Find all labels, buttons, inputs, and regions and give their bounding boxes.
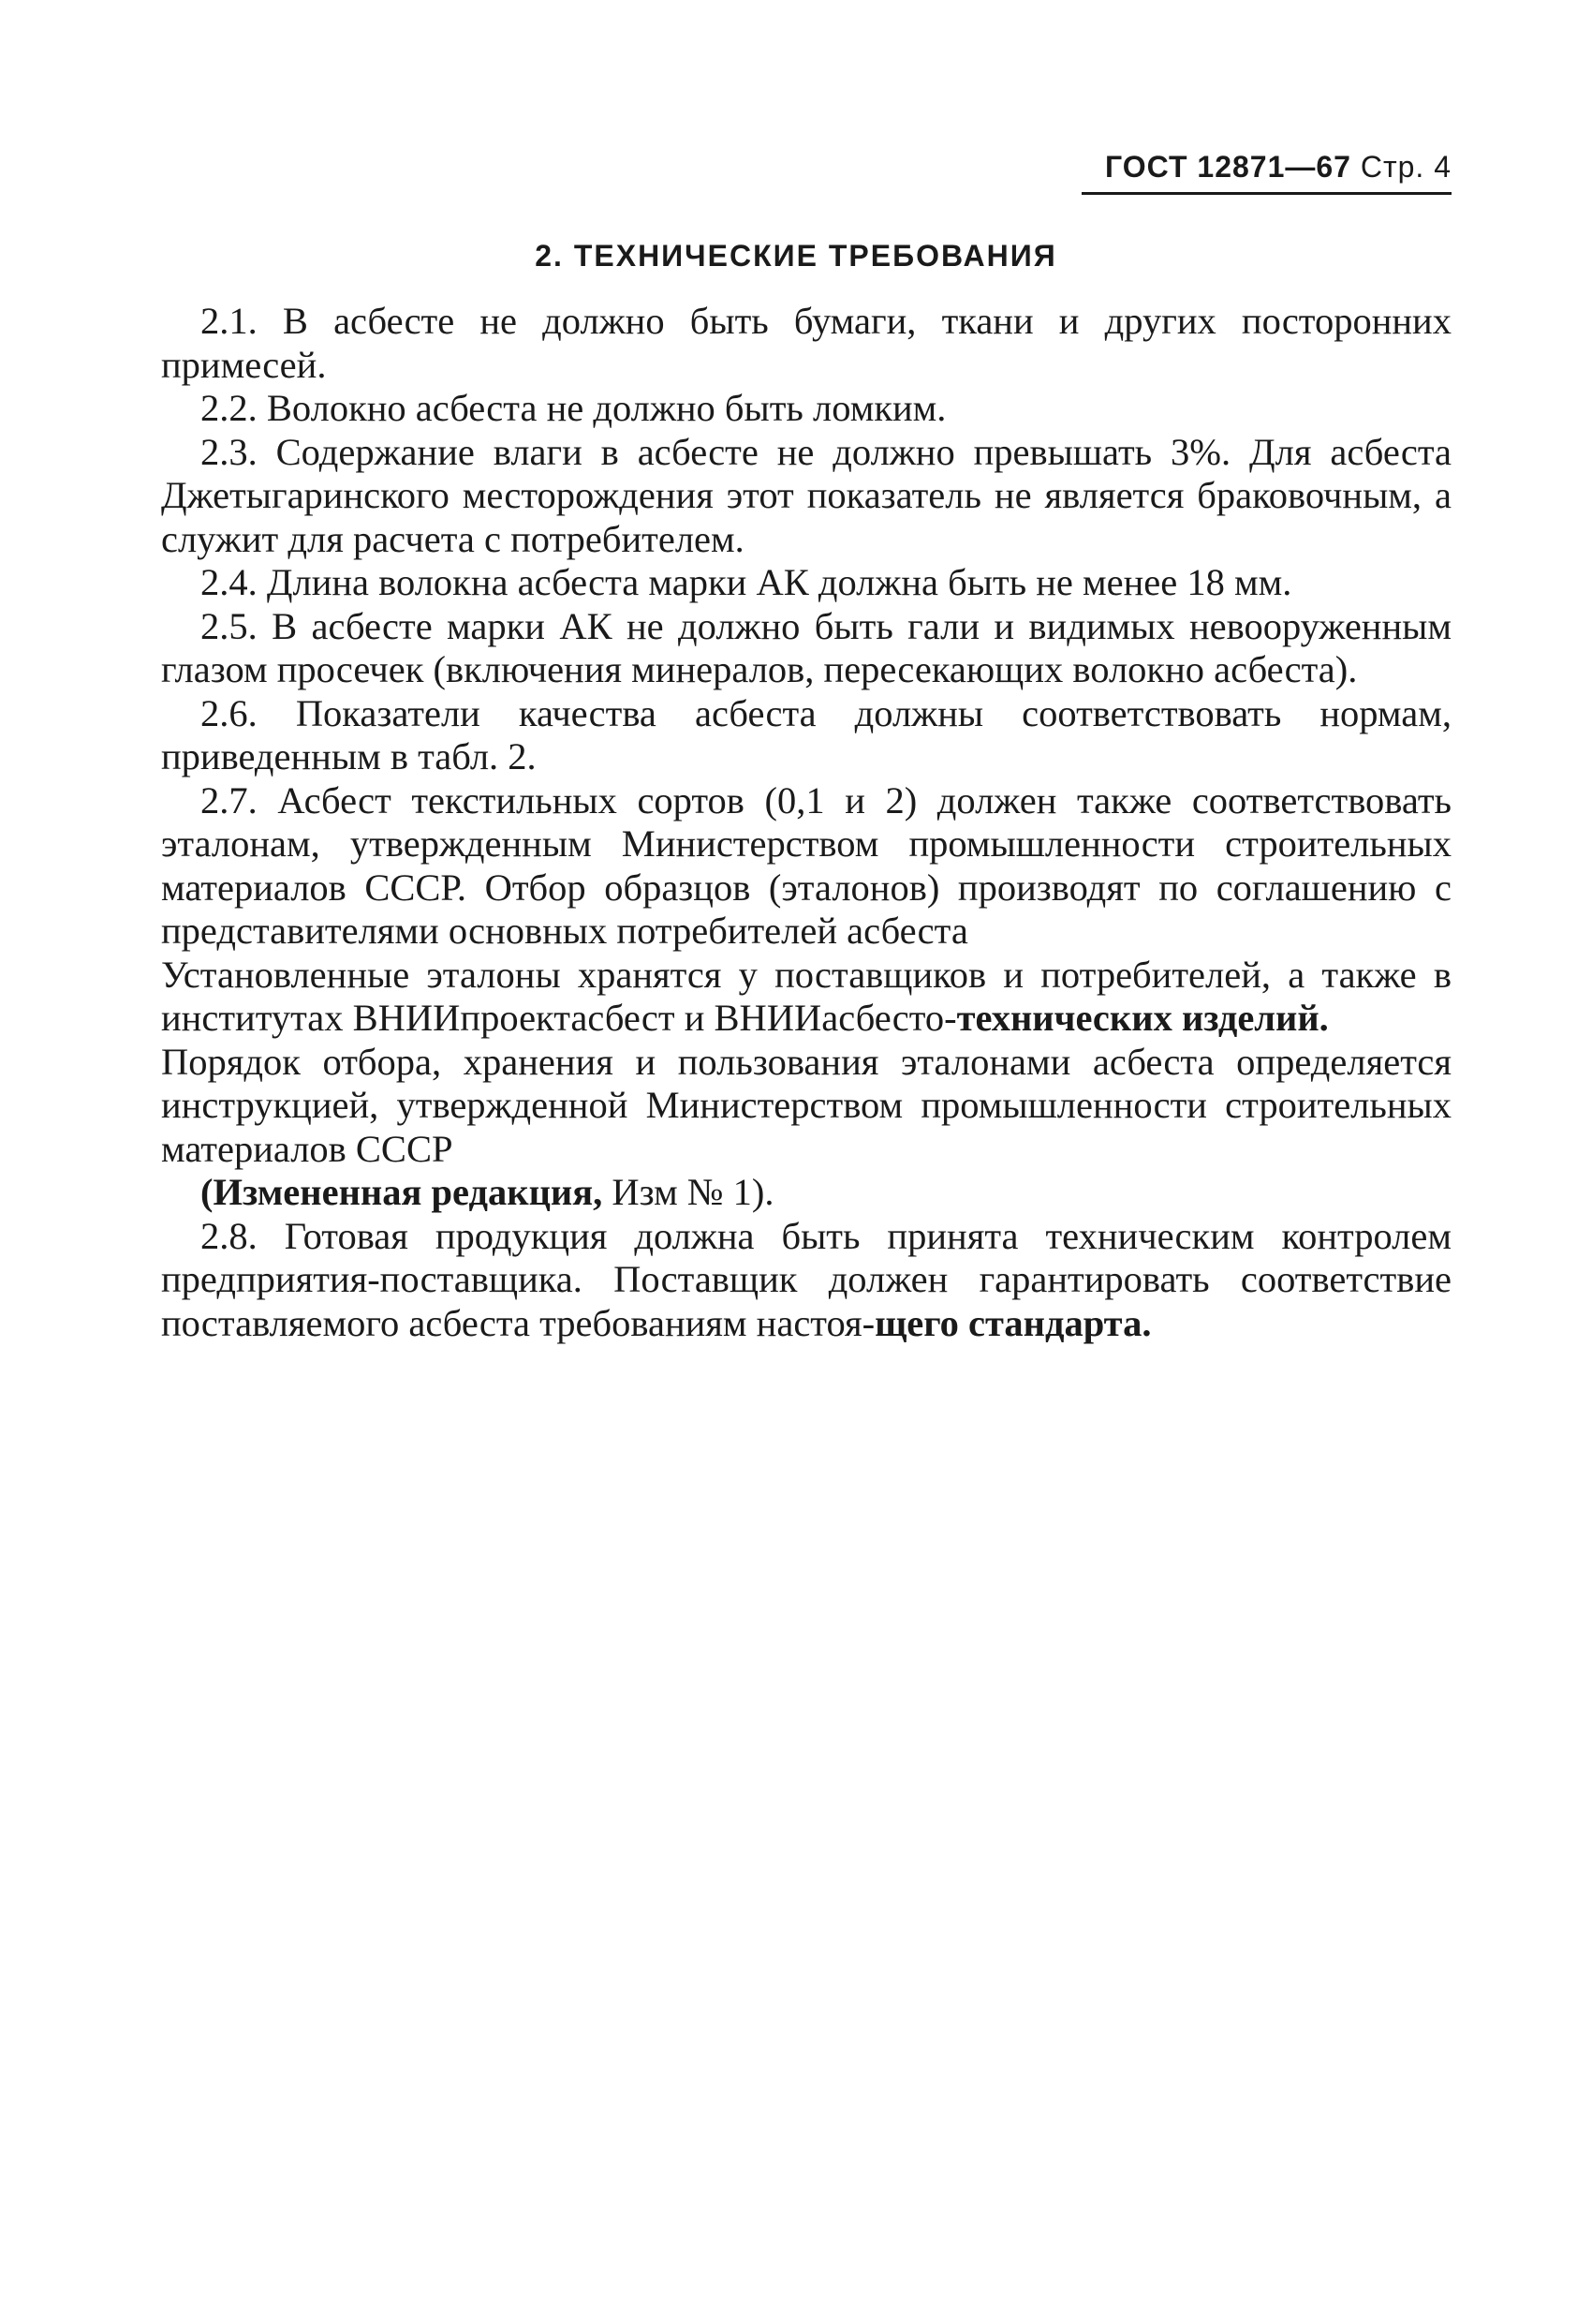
doc-code: ГОСТ 12871—67 [1105,150,1351,184]
body-text [161,300,1452,1345]
page-number: Стр. 4 [1360,150,1452,184]
paragraph-2-2: 2.2. Волокно асбеста не должно быть ломким. [200,387,947,429]
amendment-rest: Изм № 1). [602,1171,774,1213]
amendment-bold: Измененная редакция, [213,1171,603,1213]
paragraph-2-7-etalons [161,954,1452,1041]
paragraph-2-3: 2.3. Содержание влаги в асбесте не должно превышать 3%. Для асбеста Джетыгаринского месторождения этот показатель не является браковочным, а служит для расчета с потребителем. [161,430,1452,560]
page-header [1105,150,1452,185]
paragraph-2-8 [161,1215,1452,1346]
paragraph-text: Установленные эталоны хранятся у поставщиков и потребителей, а также в институтах ВНИИпроектасбест и ВНИИасбесто- [161,953,1452,1039]
amendment-open: ( [200,1171,214,1213]
paragraph-2-6: 2.6. Показатели качества асбеста должны соответствовать нормам, приведенным в табл. 2. [161,691,1452,777]
paragraph-2-7: 2.7. Асбест текстильных сортов (0,1 и 2) должен также соответствовать эталонам, утвержденным Министерством промышленности строительных материалов СССР. Отбор образцов (эталонов) производят по соглашению с представителями основных потребителей асбеста [161,778,1452,952]
paragraph-2-5: 2.5. В асбесте марки АК не должно быть гали и видимых невооруженным глазом просечек (включения минералов, пересекающих волокно асбеста). [161,604,1452,690]
paragraph-2-7-procedure: Порядок отбора, хранения и пользования эталонами асбеста определяется инструкцией, утвержденной Министерством промышленности строительных материалов СССР [161,1040,1452,1170]
paragraph-2-1: 2.1. В асбесте не должно быть бумаги, ткани и других посторонних примесей. [161,300,1452,386]
paragraph-bold-text: технических изделий. [956,997,1329,1039]
paragraph-text: 2.8. Готовая продукция должна быть принята техническим контролем предприятия-поставщика. Поставщик должен гарантировать соответствие поставляемого асбеста требованиям настоя- [161,1214,1452,1344]
header-rule [1082,192,1452,195]
amendment-note [161,1171,1452,1215]
section-title: 2. ТЕХНИЧЕСКИЕ ТРЕБОВАНИЯ [535,239,1057,273]
paragraph-2-4: 2.4. Длина волокна асбеста марки АК должна быть не менее 18 мм. [200,561,1292,603]
paragraph-bold-text: щего стандарта. [875,1301,1152,1344]
